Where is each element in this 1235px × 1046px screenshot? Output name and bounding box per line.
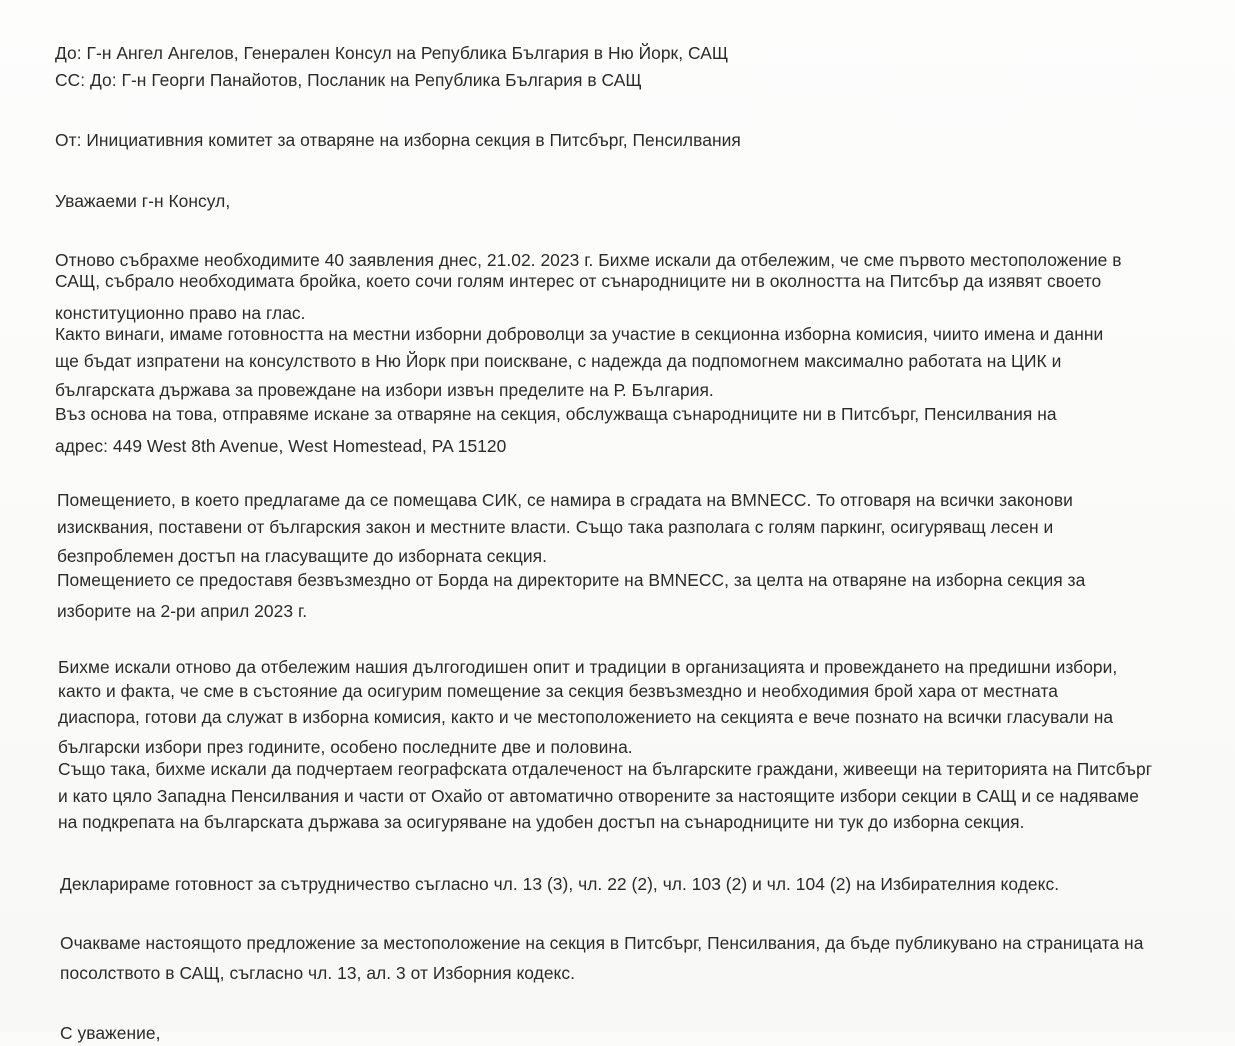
letter-salutation: Уважаеми г-н Консул,: [55, 191, 231, 211]
letter-recipient: До: Г-н Ангел Ангелов, Генерален Консул на Република България в Ню Йорк, САЩ: [55, 43, 729, 63]
paragraph-1-line: Както винаги, имаме готовността на местни изборни доброволци за участие в секционна изборна комисия, чиито имена и данни: [55, 324, 1104, 344]
paragraph-3-line: Бихме искали отново да отбележим нашия дългогодишен опит и традиции в организацията и провеждането на предишни избори,: [58, 657, 1118, 677]
paragraph-2-line: Помещението се предоставя безвъзмездно от Борда на директорите на BMNECC, за целта на отваряне на изборна секция за: [57, 570, 1086, 590]
paragraph-2-line: Помещението, в което предлагаме да се помещава СИК, се намира в сградата на BMNECC. То отговаря на всички законови: [57, 490, 1073, 510]
paragraph-2-line: изисквания, поставени от българския закон и местните власти. Също така разполага с голям паркинг, осигуряващ лесен и: [57, 517, 1054, 537]
paragraph-2-line: изборите на 2-ри април 2023 г.: [57, 601, 308, 621]
paragraph-1-line: САЩ, събрало необходимата бройка, което сочи голям интерес от сънародниците ни в околността на Питсбър да изявят своето: [55, 271, 1102, 291]
letter-cc: СС: До: Г-н Георги Панайотов, Посланик на Република България в САЩ: [55, 70, 642, 90]
paragraph-3-line: български избори през годините, особено последните две и половина.: [58, 737, 633, 757]
paragraph-1-line: ще бъдат изпратени на консулството в Ню Йорк при поискване, с надежда да подпомогнем максимално работата на ЦИК и: [55, 351, 1062, 371]
paragraph-3-line: и като цяло Западна Пенсилвания и части от Охайо от автоматично отворените за настоящите избори секции в САЩ и се надяваме: [58, 786, 1139, 806]
letter-sender: От: Инициативния комитет за отваряне на изборна секция в Питсбърг, Пенсилвания: [55, 130, 741, 150]
letter-closing: С уважение,: [60, 1023, 161, 1043]
paragraph-5-line: Очакваме настоящото предложение за местоположение на секция в Питсбърг, Пенсилвания, да бъде публикувано на страницата на: [60, 933, 1144, 953]
paragraph-3-line: на подкрепата на българската държава за осигуряване на удобен достъп на сънародниците ни тук до изборна секция.: [58, 812, 1025, 832]
paragraph-3-line: както и факта, че сме в състояние да осигурим помещение за секция безвъзмездно и необходимия брой хара от местната: [58, 681, 1059, 701]
paragraph-1-line: Въз основа на това, отправяме искане за отваряне на секция, обслужваща сънародниците ни в Питсбърг, Пенсилвания на: [55, 404, 1057, 424]
paragraph-1-line: конституционно право на глас.: [55, 303, 306, 323]
paragraph-2-line: безпроблемен достъп на гласуващите до изборната секция.: [57, 546, 547, 566]
paragraph-4-declaration: Декларираме готовност за сътрудничество съгласно чл. 13 (3), чл. 22 (2), чл. 103 (2) и чл. 104 (2) на Избирателния кодекс.: [60, 874, 1060, 894]
paragraph-3-line: диаспора, готови да служат в изборна комисия, както и че местоположението на секцията е вече познато на всички гласували на: [58, 707, 1114, 727]
paragraph-1-line: българската държава за провеждане на избори извън пределите на Р. България.: [55, 380, 714, 400]
paragraph-1-address: адрес: 449 West 8th Avenue, West Homestead, PA 15120: [55, 436, 507, 456]
paragraph-1-line: Отново събрахме необходимите 40 заявления днес, 21.02. 2023 г. Бихме искали да отбележим, че сме първото местоположение в: [55, 250, 1122, 270]
paragraph-3-line: Също така, бихме искали да подчертаем географската отдалеченост на българските граждани, живеещи на територията на Питсбърг: [58, 759, 1153, 779]
paragraph-5-line: посолството в САЩ, съгласно чл. 13, ал. 3 от Изборния кодекс.: [60, 963, 576, 983]
